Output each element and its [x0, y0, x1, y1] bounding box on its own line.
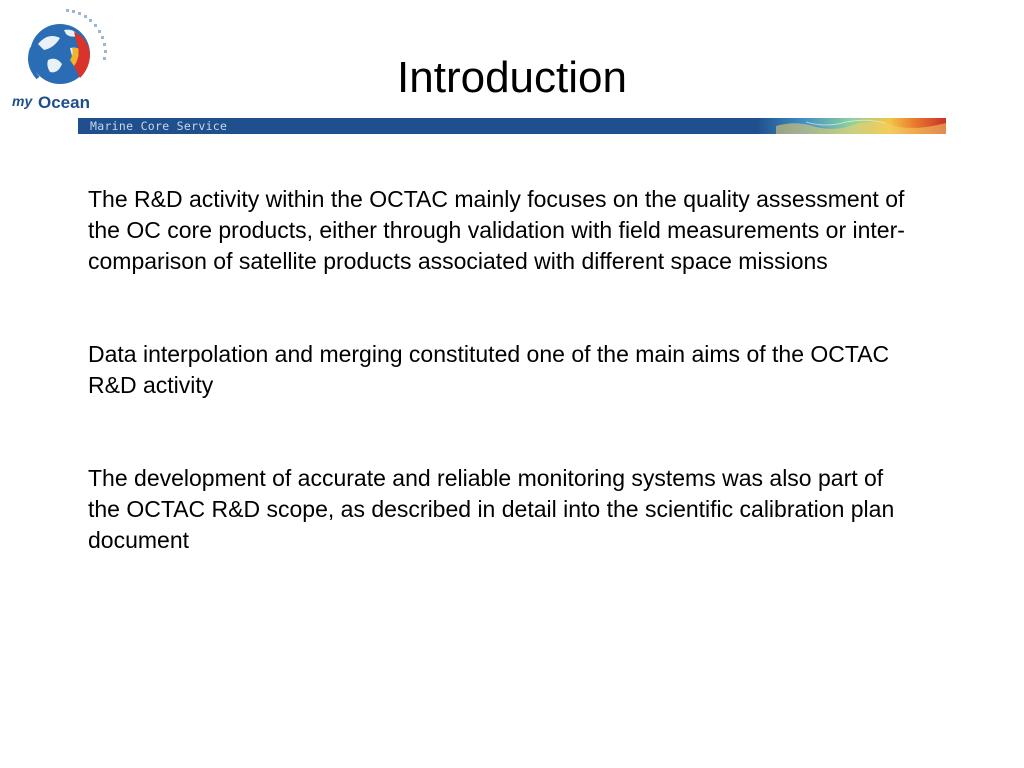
marine-core-service-banner	[78, 118, 946, 134]
body-paragraph: The development of accurate and reliable monitoring systems was also part of the OCTAC R&D scope, as described in detail into the scientific calibration plan document	[88, 465, 895, 553]
svg-text:Ocean: Ocean	[38, 93, 90, 112]
page-title: Introduction	[397, 53, 627, 102]
banner-label: Marine Core Service	[90, 119, 228, 133]
slide-body	[88, 184, 918, 556]
body-paragraph: Data interpolation and merging constituted one of the main aims of the OCTAC R&D activity	[88, 341, 890, 398]
ocean-map-strip-icon	[756, 118, 946, 134]
body-paragraph: The R&D activity within the OCTAC mainly focuses on the quality assessment of the OC core products, either through validation with field measurements or inter-comparison of satellite products associated with different space missions	[88, 186, 905, 274]
svg-text:my: my	[12, 93, 33, 109]
